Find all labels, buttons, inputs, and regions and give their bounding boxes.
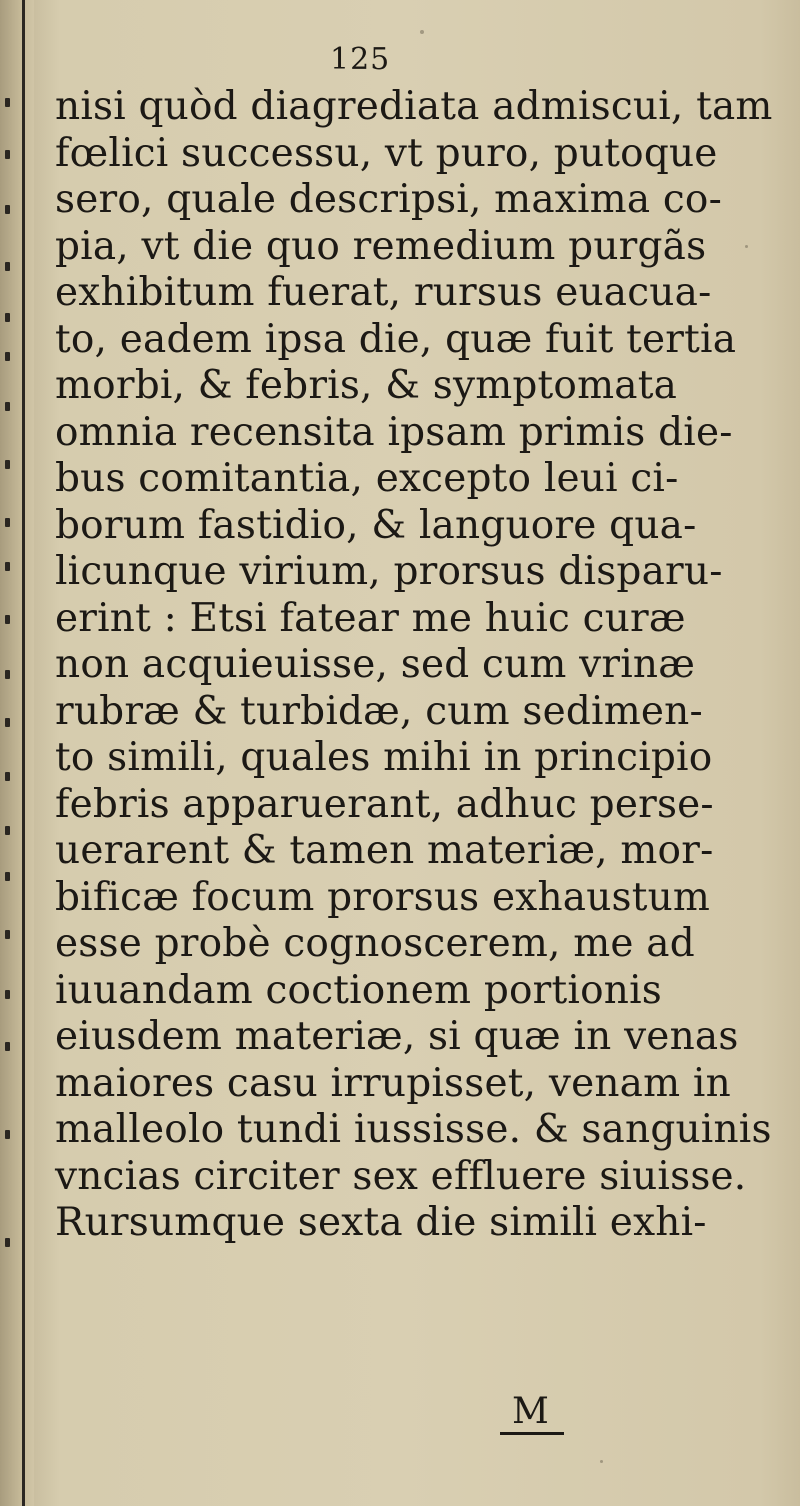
text-line: sero, quale descripsi, maxima co-: [55, 177, 722, 222]
text-line: bus comitantia, excepto leui ci-: [55, 456, 679, 501]
gutter-mark: [5, 262, 10, 271]
signature-rule: [500, 1432, 564, 1435]
text-line: rubræ & turbidæ, cum sedimen-: [55, 688, 703, 734]
text-line: nisi quòd diagrediata admiscui, tam: [55, 84, 773, 129]
text-line: eiusdem materiæ, si quæ in venas: [55, 1014, 739, 1059]
text-line: licunque virium, prorsus disparu-: [55, 549, 723, 594]
text-line: pia, vt die quo remedium purgãs: [55, 223, 707, 269]
gutter-mark: [5, 670, 10, 679]
gutter-mark: [5, 990, 10, 999]
text-line: omnia recensita ipsam primis die-: [55, 409, 733, 455]
gutter-mark: [5, 150, 10, 159]
text-line: exhibitum fuerat, rursus euacua-: [55, 270, 712, 315]
page-gutter: [0, 0, 34, 1506]
text-line: maiores casu irrupisset, venam in: [55, 1060, 731, 1106]
gutter-mark: [5, 718, 10, 727]
gutter-mark: [5, 98, 10, 107]
paper-speck: [420, 30, 424, 34]
text-line: malleolo tundi iussisse. & sanguinis: [55, 1107, 772, 1152]
text-line: bificæ focum prorsus exhaustum: [55, 874, 711, 920]
gutter-mark: [5, 352, 10, 361]
gutter-mark: [5, 518, 10, 527]
gutter-mark: [5, 826, 10, 835]
gutter-mark: [5, 205, 10, 214]
text-line: to, eadem ipsa die, quæ fuit tertia: [55, 316, 737, 362]
gutter-edge-line: [22, 0, 25, 1506]
gutter-mark: [5, 1238, 10, 1247]
gutter-mark: [5, 460, 10, 469]
gutter-mark: [5, 562, 10, 571]
gutter-mark: [5, 772, 10, 781]
text-line: iuuandam coctionem portionis: [55, 967, 662, 1013]
text-line: non acquieuisse, sed cum vrinæ: [55, 642, 696, 687]
text-line: febris apparuerant, adhuc perse-: [55, 781, 714, 827]
text-line: vncias circiter sex effluere siuisse.: [55, 1153, 747, 1199]
gutter-mark: [5, 615, 10, 624]
gutter-mark: [5, 930, 10, 939]
text-line: uerarent & tamen materiæ, mor-: [55, 828, 714, 873]
body-text: [55, 84, 773, 1247]
signature-mark: M: [512, 1391, 549, 1432]
paper-speck: [600, 1460, 603, 1463]
gutter-mark: [5, 1130, 10, 1139]
paper-speck: [745, 245, 748, 248]
gutter-mark: [5, 872, 10, 881]
page-number: 125: [330, 42, 391, 77]
text-line: borum fastidio, & languore qua-: [55, 502, 697, 548]
text-line: Rursumque sexta die simili exhi-: [55, 1200, 707, 1245]
text-line: fœlici successu, vt puro, putoque: [55, 130, 718, 176]
gutter-mark: [5, 402, 10, 411]
text-line: morbi, & febris, & symptomata: [55, 363, 678, 408]
gutter-mark: [5, 313, 10, 322]
gutter-mark: [5, 1042, 10, 1051]
text-line: to simili, quales mihi in principio: [55, 735, 713, 780]
text-line: esse probè cognoscerem, me ad: [55, 921, 695, 966]
text-line: erint : Etsi fatear me huic curæ: [55, 595, 686, 641]
